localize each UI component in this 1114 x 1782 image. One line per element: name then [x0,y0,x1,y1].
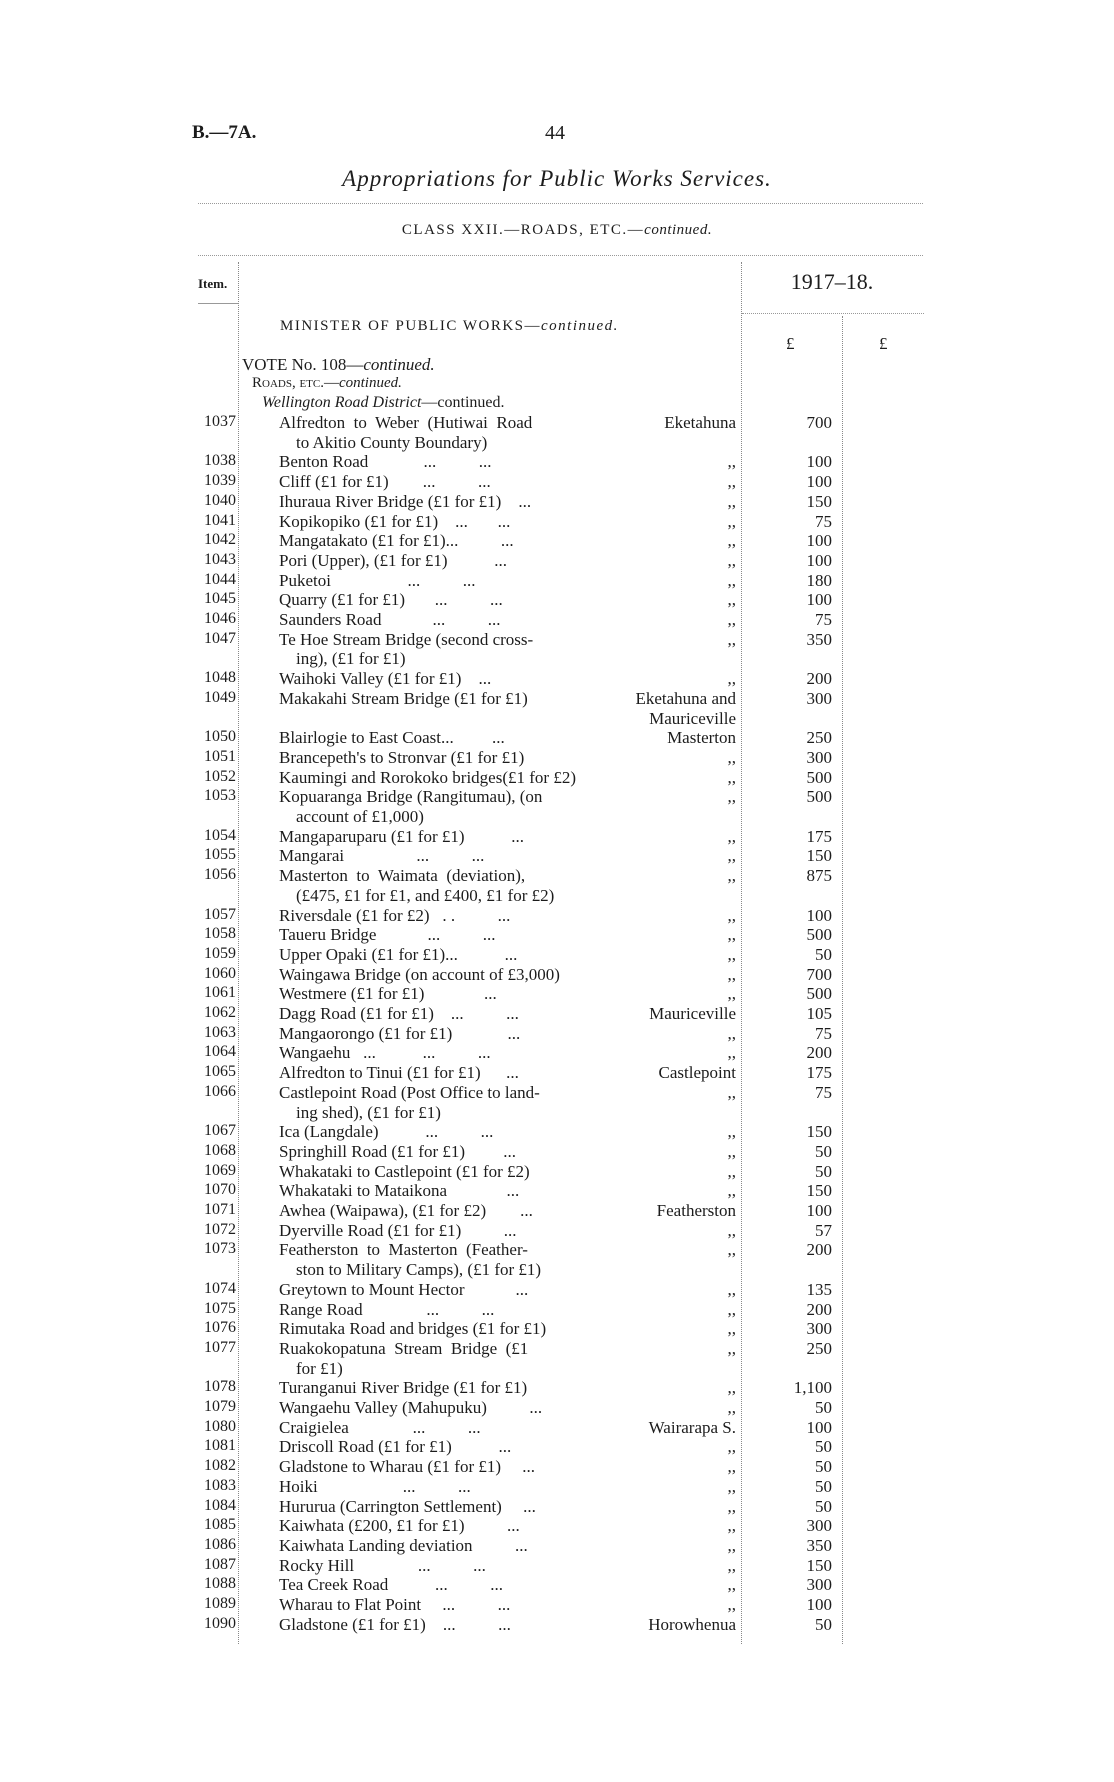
amount-value: 100 [806,472,832,492]
amount-value: 150 [806,1122,832,1142]
amount-value: 350 [806,1535,832,1555]
work-description: Masterton to Waimata (deviation), (£475, £1 for £1, and £400, £1 for £2) [279,866,555,905]
amount-value: 500 [806,984,832,1004]
vote-heading-text: VOTE No. 108— [242,355,364,374]
item-column-divider [238,262,239,1644]
item-number: 1047 [204,629,236,647]
electoral-district: ,, [727,531,736,551]
amount-value: 200 [806,669,832,689]
year-column-header: 1917–18. [790,269,874,294]
roads-heading-text: Roads, etc.— [252,375,339,391]
item-number: 1066 [204,1082,236,1100]
amount-value: 250 [806,728,832,748]
roads-heading-suffix: continued. [338,375,402,391]
work-description: Ica (Langdale) ... ... [279,1122,494,1142]
item-number: 1038 [204,452,236,470]
electoral-district: Horowhenua [648,1614,736,1634]
work-description: Rocky Hill ... ... [279,1555,486,1575]
electoral-district: ,, [727,984,736,1004]
item-header-rule [198,303,238,304]
document-code: B.—7A. [192,122,257,143]
currency-symbol-col1: £ [786,334,795,353]
amount-value: 50 [815,944,832,964]
work-description: Driscoll Road (£1 for £1) ... [279,1437,512,1457]
amount-value: 50 [815,1614,832,1634]
item-number: 1061 [204,984,236,1002]
electoral-district: ,, [727,1279,736,1299]
amount-value: 175 [806,826,832,846]
work-description: Waingawa Bridge (on account of £3,000) [279,964,560,984]
amount-value: 500 [806,925,832,945]
electoral-district: ,, [727,629,736,649]
item-number: 1059 [204,944,236,962]
electoral-district: ,, [727,1398,736,1417]
work-description: Saunders Road ... ... [279,610,501,629]
item-number: 1054 [204,826,236,844]
work-description: Mangaparuparu (£1 for £1) ... [279,826,525,846]
amount-value: 75 [815,511,832,531]
page-title: Appropriations for Public Works Services. [342,166,772,191]
work-description: Benton Road ... ... [279,452,492,472]
work-description: Hoiki ... ... [279,1476,471,1496]
electoral-district: Eketahuna and Mauriceville [635,688,736,728]
district-heading [262,394,505,412]
electoral-district: Wairarapa S. [648,1417,736,1437]
item-number: 1089 [204,1595,236,1612]
amount-value: 50 [815,1398,832,1417]
work-description: Cliff (£1 for £1) ... ... [279,472,491,492]
electoral-district: ,, [727,1575,736,1595]
electoral-district: ,, [727,1181,736,1201]
item-number: 1057 [204,905,236,923]
amount-value: 50 [815,1437,832,1457]
item-number: 1060 [204,964,236,982]
work-description: Taueru Bridge ... ... [279,925,496,945]
electoral-district: ,, [727,944,736,964]
work-description: Tea Creek Road ... ... [279,1575,504,1595]
work-description: Craigielea ... ... [279,1417,481,1437]
amount-value: 300 [806,688,832,708]
roads-heading [252,375,402,392]
electoral-district: ,, [727,1338,736,1358]
electoral-district: ,, [727,1240,736,1260]
item-number: 1048 [204,669,236,687]
work-description: Kopikopiko (£1 for £1) ... ... [279,511,511,531]
amount-value: 100 [806,590,832,610]
electoral-district: ,, [727,570,736,590]
electoral-district: ,, [727,767,736,787]
work-description: Whakataki to Castlepoint (£1 for £2) [279,1161,530,1181]
item-number: 1069 [204,1161,236,1179]
electoral-district: ,, [727,787,736,807]
amount-value: 200 [806,1240,832,1260]
item-number: 1079 [204,1398,236,1415]
amount-value: 500 [806,787,832,807]
item-number: 1074 [204,1279,236,1297]
work-description: Range Road ... ... [279,1299,495,1319]
item-number: 1075 [204,1299,236,1317]
electoral-district: Castlepoint [658,1063,736,1083]
electoral-district: ,, [727,1023,736,1043]
work-description: Upper Opaki (£1 for £1)... ... [279,944,518,964]
electoral-district: ,, [727,1082,736,1102]
item-number: 1041 [204,511,236,529]
electoral-district: ,, [727,1595,736,1614]
item-number: 1080 [204,1417,236,1435]
amount-value: 150 [806,1181,832,1201]
item-number: 1065 [204,1063,236,1081]
item-number: 1039 [204,472,236,490]
amount-value: 150 [806,1555,832,1575]
item-number: 1043 [204,550,236,568]
amount-value: 700 [806,964,832,984]
item-number: 1083 [204,1476,236,1494]
electoral-district: ,, [727,1496,736,1516]
amount-value: 57 [815,1220,832,1240]
work-description: Puketoi ... ... [279,570,476,590]
electoral-district: ,, [727,590,736,610]
electoral-district: ,, [727,452,736,472]
electoral-district: Masterton [667,728,736,748]
minister-heading-text: MINISTER OF PUBLIC WORKS— [280,318,541,334]
amount-value: 50 [815,1161,832,1181]
amount-column-divider-mid [842,316,843,1644]
electoral-district: ,, [727,1122,736,1142]
item-number: 1040 [204,491,236,509]
work-description: Alfredton to Weber (Hutiwai Road to Akitio County Boundary) [279,413,533,452]
amount-value: 300 [806,1319,832,1339]
work-description: Turanganui River Bridge (£1 for £1) [279,1378,528,1398]
work-description: Hururua (Carrington Settlement) ... [279,1496,536,1516]
work-description: Ihuraua River Bridge (£1 for £1) ... [279,491,532,511]
electoral-district: ,, [727,826,736,846]
amount-value: 135 [806,1279,832,1299]
work-description: Mangaorongo (£1 for £1) ... [279,1023,521,1043]
item-number: 1086 [204,1535,236,1553]
vote-heading [242,355,435,375]
item-number: 1072 [204,1220,236,1238]
amount-value: 500 [806,767,832,787]
amount-value: 100 [806,550,832,570]
work-description: Westmere (£1 for £1) ... [279,984,497,1004]
item-number: 1051 [204,747,236,765]
electoral-district: ,, [727,1535,736,1555]
work-description: Wangaehu Valley (Mahupuku) ... [279,1398,543,1417]
electoral-district: ,, [727,491,736,511]
item-number: 1070 [204,1181,236,1199]
item-number: 1067 [204,1122,236,1140]
item-number: 1087 [204,1555,236,1573]
item-number: 1088 [204,1575,236,1593]
item-number: 1037 [204,413,236,430]
amount-value: 50 [815,1457,832,1477]
electoral-district: ,, [727,669,736,689]
work-description: Rimutaka Road and bridges (£1 for £1) [279,1319,547,1339]
item-number: 1045 [204,590,236,608]
electoral-district: ,, [727,846,736,866]
amount-value: 50 [815,1141,832,1161]
work-description: Whakataki to Mataikona ... [279,1181,520,1201]
item-number: 1071 [204,1201,236,1218]
work-description: Dagg Road (£1 for £1) ... ... [279,1004,519,1023]
work-description: Te Hoe Stream Bridge (second cross- ing), (£1 for £1) [279,629,534,669]
amount-value: 300 [806,1516,832,1536]
item-number: 1064 [204,1043,236,1061]
work-description: Pori (Upper), (£1 for £1) ... [279,550,508,570]
work-description: Ruakokopatuna Stream Bridge (£1 for £1) [279,1338,529,1378]
electoral-district: Eketahuna [664,413,736,432]
item-number: 1081 [204,1437,236,1455]
item-number: 1053 [204,787,236,805]
amount-value: 350 [806,629,832,649]
item-number: 1068 [204,1141,236,1159]
item-number: 1063 [204,1023,236,1041]
item-number: 1052 [204,767,236,785]
amount-value: 150 [806,846,832,866]
electoral-district: ,, [727,964,736,984]
amount-value: 50 [815,1476,832,1496]
work-description: Greytown to Mount Hector ... [279,1279,529,1299]
amount-value: 75 [815,1082,832,1102]
electoral-district: ,, [727,925,736,945]
electoral-district: ,, [727,610,736,629]
amount-value: 180 [806,570,832,590]
item-number: 1078 [204,1378,236,1396]
electoral-district: ,, [727,866,736,886]
electoral-district: ,, [727,1555,736,1575]
item-number: 1077 [204,1338,236,1356]
amount-value: 875 [806,866,832,886]
item-number: 1046 [204,610,236,627]
work-description: Kaiwhata Landing deviation ... [279,1535,528,1555]
work-description: Blairlogie to East Coast... ... [279,728,505,748]
electoral-district: ,, [727,472,736,492]
item-number: 1085 [204,1516,236,1534]
work-description: Quarry (£1 for £1) ... ... [279,590,503,610]
amount-value: 700 [806,413,832,432]
currency-symbol-col2: £ [879,334,888,353]
work-description: Waihoki Valley (£1 for £1) ... [279,669,492,689]
item-number: 1049 [204,688,236,706]
amount-value: 100 [806,452,832,472]
amount-value: 300 [806,1575,832,1595]
electoral-district: ,, [727,1299,736,1319]
item-column-header: Item. [198,276,228,291]
work-description: Kaumingi and Rorokoko bridges(£1 for £2) [279,767,576,787]
page-number: 44 [545,122,565,144]
amount-value: 100 [806,1417,832,1437]
item-number: 1050 [204,728,236,746]
item-number: 1056 [204,866,236,884]
district-heading-text: Wellington Road District [262,394,422,411]
amount-value: 50 [815,1496,832,1516]
class-heading-suffix: continued. [644,222,713,238]
amount-value: 75 [815,1023,832,1043]
electoral-district: ,, [727,1516,736,1536]
electoral-district: ,, [727,1220,736,1240]
work-description: Mangarai ... ... [279,846,485,866]
work-description: Gladstone (£1 for £1) ... ... [279,1614,511,1634]
work-description: Brancepeth's to Stronvar (£1 for £1) [279,747,525,767]
work-description: Riversdale (£1 for £2) . . ... [279,905,511,925]
work-description: Featherston to Masterton (Feather- ston to Military Camps), (£1 for £1) [279,1240,542,1280]
amount-value: 100 [806,531,832,551]
electoral-district: Mauriceville [649,1004,736,1023]
work-description: Wangaehu ... ... ... [279,1043,491,1063]
electoral-district: ,, [727,1378,736,1398]
work-description: Springhill Road (£1 for £1) ... [279,1141,517,1161]
amount-value: 175 [806,1063,832,1083]
electoral-district: ,, [727,1437,736,1457]
minister-heading-suffix: continued. [541,318,619,334]
electoral-district: ,, [727,1457,736,1477]
work-description: Awhea (Waipawa), (£1 for £2) ... [279,1201,533,1220]
work-description: Alfredton to Tinui (£1 for £1) ... [279,1063,519,1083]
work-description: Makakahi Stream Bridge (£1 for £1) [279,688,528,708]
item-number: 1090 [204,1614,236,1632]
electoral-district: ,, [727,511,736,531]
electoral-district: ,, [727,550,736,570]
item-number: 1076 [204,1319,236,1337]
amount-column-divider-left [741,262,742,1644]
work-description: Mangatakato (£1 for £1)... ... [279,531,514,551]
amount-value: 105 [806,1004,832,1023]
amount-value: 250 [806,1338,832,1358]
amount-value: 100 [806,905,832,925]
amount-value: 200 [806,1043,832,1063]
item-number: 1073 [204,1240,236,1258]
electoral-district: ,, [727,1161,736,1181]
class-heading-text: CLASS XXII.—ROADS, ETC.— [401,222,645,238]
title-rule [198,203,923,204]
class-heading [0,222,1114,239]
work-description: Castlepoint Road (Post Office to land- ing shed), (£1 for £1) [279,1082,540,1122]
work-description: Kaiwhata (£200, £1 for £1) ... [279,1516,520,1536]
minister-heading [280,318,619,335]
electoral-district: ,, [727,747,736,767]
district-heading-suffix: —continued. [421,394,505,411]
amount-value: 300 [806,747,832,767]
work-description: Gladstone to Wharau (£1 for £1) ... [279,1457,536,1477]
item-number: 1044 [204,570,236,588]
header-rule [198,255,923,256]
year-header-rule [742,313,924,314]
electoral-district: Featherston [656,1201,736,1220]
amount-value: 1,100 [793,1378,832,1398]
item-number: 1058 [204,925,236,943]
item-number: 1084 [204,1496,236,1514]
work-description: Wharau to Flat Point ... ... [279,1595,511,1614]
work-description: Dyerville Road (£1 for £1) ... [279,1220,517,1240]
item-number: 1055 [204,846,236,864]
item-number: 1042 [204,531,236,549]
amount-value: 100 [806,1201,832,1220]
electoral-district: ,, [727,1319,736,1339]
amount-value: 200 [806,1299,832,1319]
electoral-district: ,, [727,905,736,925]
electoral-district: ,, [727,1141,736,1161]
amount-value: 75 [815,610,832,629]
electoral-district: ,, [727,1043,736,1063]
electoral-district: ,, [727,1476,736,1496]
vote-heading-suffix: continued. [363,355,435,374]
work-description: Kopuaranga Bridge (Rangitumau), (on account of £1,000) [279,787,543,826]
amount-value: 100 [806,1595,832,1614]
amount-value: 150 [806,491,832,511]
item-number: 1062 [204,1004,236,1021]
item-number: 1082 [204,1457,236,1475]
